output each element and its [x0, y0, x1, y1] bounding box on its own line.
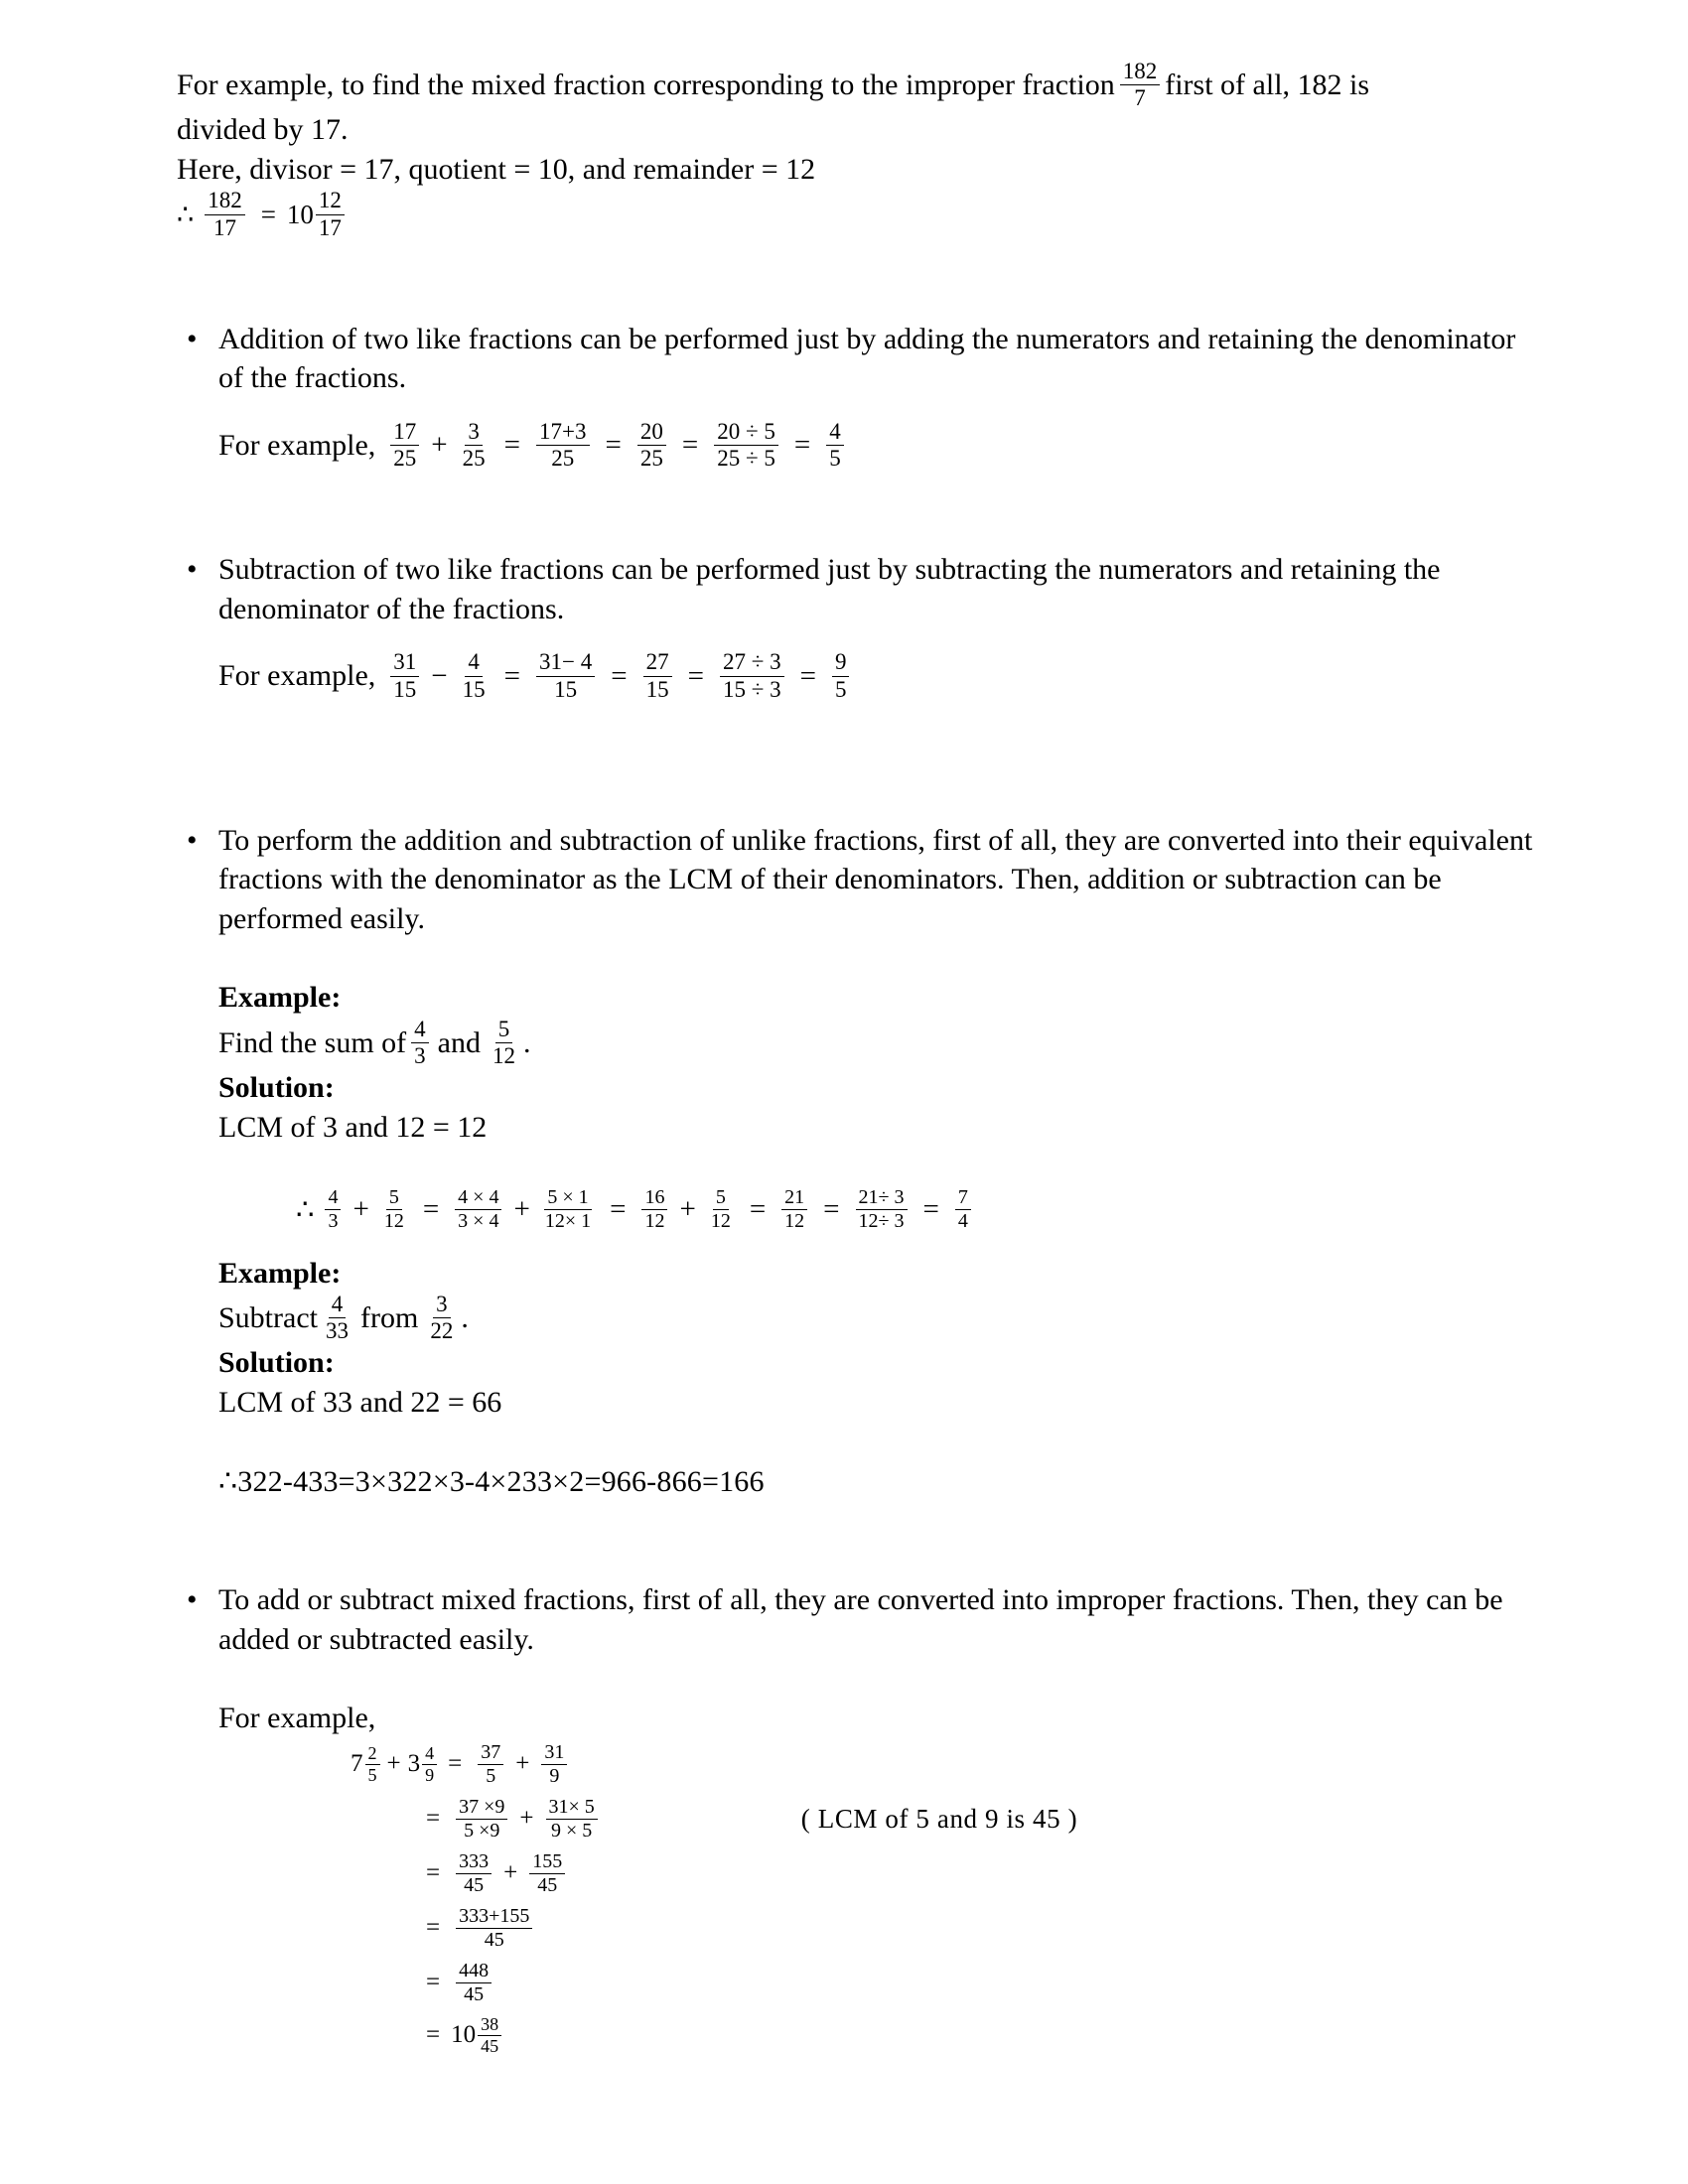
fraction-denominator: 17 — [212, 214, 236, 240]
fraction-5-over-12 — [381, 1187, 407, 1232]
fraction-denominator: 12× 1 — [544, 1209, 592, 1232]
fraction-numerator: 333 — [456, 1851, 492, 1874]
bullet-mixed-fractions — [177, 1580, 1547, 1659]
fraction-denominator: 3 — [414, 1043, 426, 1069]
fraction-numerator: 38 — [478, 2015, 501, 2036]
mixed-whole-part: 10 — [286, 199, 314, 229]
example1-lcm-line: LCM of 3 and 12 = 12 — [218, 1110, 488, 1144]
fraction-denominator: 12 — [383, 1209, 404, 1232]
fraction-7-over-4 — [955, 1187, 971, 1232]
therefore-symbol: ∴ — [177, 199, 195, 229]
subtraction-example-label: For example, — [218, 659, 376, 693]
example1-find-text: Find the sum of — [218, 1025, 407, 1059]
fraction-numerator: 4 — [826, 420, 844, 446]
fraction-denominator: 25 — [462, 446, 486, 472]
mixed-fraction-part — [316, 189, 345, 239]
equals-sign: = — [605, 429, 622, 462]
fraction-numerator: 4 — [325, 1187, 341, 1210]
subtraction-example-row — [177, 650, 1547, 701]
fraction-17+3-over-25 — [536, 420, 589, 471]
fraction-numerator: 5 — [713, 1187, 729, 1210]
fraction-31-over-15 — [390, 650, 419, 701]
mixed-whole-part: 3 — [407, 1750, 421, 1778]
bullet-mixed-fractions-text: To add or subtract mixed fractions, first of all, they are converted into improper fractions. Then, they can be added or subtracted easily. — [218, 1583, 1503, 1656]
fraction-38-over-45 — [478, 2015, 501, 2056]
fraction-2-over-5 — [365, 1744, 380, 1785]
fraction-numerator: 182 — [1120, 60, 1161, 85]
fraction-denominator: 12 — [710, 1209, 731, 1232]
bullet-marker: • — [187, 823, 198, 857]
fraction-5-over-12 — [490, 1018, 518, 1068]
equals-sign: = — [749, 1192, 767, 1225]
plus-sign: + — [386, 1750, 401, 1778]
fraction-denominator: 45 — [464, 1982, 485, 2005]
fraction-31-over-9 — [541, 1742, 567, 1787]
fraction-20-over-25 — [637, 420, 666, 471]
mixed-derivation-expression — [351, 1742, 572, 1787]
fraction-5-over-12 — [708, 1187, 734, 1232]
addition-example-row — [177, 420, 1547, 471]
fraction-182-over-17 — [205, 189, 245, 239]
equals-sign: = — [503, 659, 521, 692]
bullet-addition-text: Addition of two like fractions can be performed just by adding the numerators and retaining the denominator of the fractions. — [218, 322, 1516, 395]
equals-sign: = — [422, 1192, 440, 1225]
fraction-denominator: 9 × 5 — [551, 1819, 593, 1842]
fraction-333+155-over-45 — [456, 1906, 532, 1951]
equals-sign: = — [799, 659, 816, 692]
fraction-numerator: 20 ÷ 5 — [714, 420, 778, 446]
example2-heading: Example: — [218, 1256, 342, 1290]
fraction-denominator: 5 — [367, 1764, 377, 1785]
mixed-example-derivation — [177, 1742, 1547, 2056]
equals-sign: = — [426, 1914, 441, 1942]
fraction-numerator: 37 ×9 — [456, 1797, 507, 1820]
subtraction-equation — [385, 650, 854, 701]
fraction-denominator: 45 — [537, 1873, 558, 1896]
mixed-number-3-4-9 — [408, 1744, 438, 1785]
fraction-27-over-15 — [643, 650, 672, 701]
bullet-marker: • — [187, 1583, 198, 1617]
bullet-unlike-fractions-text: To perform the addition and subtraction of unlike fractions, first of all, they are converted into their equivalent fractions with the denominator as the LCM of their denominators. Then, addition or subtraction can be performed easily. — [218, 823, 1533, 935]
example1-heading: Example: — [218, 981, 342, 1015]
plus-sign: + — [519, 1805, 534, 1833]
fraction-numerator: 12 — [316, 189, 345, 214]
lcm-note: ( LCM of 5 and 9 is 45 ) — [800, 1803, 1078, 1834]
fraction-numerator: 7 — [955, 1187, 971, 1210]
equals-sign: = — [426, 1805, 441, 1833]
fraction-numerator: 4 — [411, 1018, 429, 1043]
fraction-numerator: 182 — [205, 189, 245, 214]
equals-sign: = — [448, 1750, 463, 1778]
intro-line3: Here, divisor = 17, quotient = 10, and remainder = 12 — [177, 152, 816, 186]
fraction-4-over-15 — [460, 650, 489, 701]
fraction-27÷3-over-15÷3 — [720, 650, 784, 701]
fraction-4-over-33 — [323, 1293, 352, 1343]
mixed-number-10-38-45 — [451, 2015, 501, 2056]
equals-sign: = — [823, 1192, 840, 1225]
bullet-marker: • — [187, 553, 198, 587]
fraction-denominator: 25 — [393, 446, 417, 472]
fraction-37×9-over-5×9 — [456, 1797, 507, 1842]
fraction-denominator: 45 — [464, 1873, 485, 1896]
fraction-numerator: 21÷ 3 — [856, 1187, 908, 1210]
example1-equation — [296, 1187, 976, 1232]
bullet-unlike-fractions — [177, 821, 1547, 939]
fraction-16-over-12 — [641, 1187, 667, 1232]
fraction-4-over-9 — [422, 1744, 437, 1785]
plus-sign: + — [503, 1859, 518, 1887]
fraction-numerator: 4 — [329, 1293, 347, 1318]
fraction-denominator: 15 — [393, 676, 417, 702]
example2-subtract-text: Subtract — [218, 1300, 318, 1334]
fraction-numerator: 17 — [390, 420, 419, 446]
example1-question — [177, 1018, 1547, 1068]
equals-sign: = — [922, 1192, 939, 1225]
plus-sign: + — [513, 1192, 530, 1225]
plus-sign: + — [431, 429, 448, 462]
fraction-denominator: 5 — [829, 446, 841, 472]
fraction-numerator: 16 — [641, 1187, 667, 1210]
mixed-derivation-line-6 — [177, 2015, 1547, 2056]
mixed-number-10-12-17 — [287, 189, 345, 239]
mixed-derivation-expression — [415, 2015, 501, 2056]
fraction-21÷3-over-12÷3 — [856, 1187, 908, 1232]
fraction-5×1-over-12×1 — [542, 1187, 594, 1232]
mixed-derivation-line-4 — [177, 1906, 1547, 1951]
example2-from-text: from — [359, 1300, 419, 1334]
fraction-numerator: 21 — [781, 1187, 807, 1210]
fraction-numerator: 4 — [465, 650, 483, 676]
fraction-denominator: 45 — [481, 2035, 499, 2056]
fraction-20÷5-over-25÷5 — [714, 420, 778, 471]
fraction-numerator: 9 — [832, 650, 850, 676]
intro-equation — [177, 189, 1547, 239]
fraction-denominator: 15 ÷ 3 — [722, 676, 781, 702]
document-content — [177, 60, 1547, 2056]
addition-example-label: For example, — [218, 428, 376, 462]
fraction-numerator: 3 — [433, 1293, 451, 1318]
fraction-denominator: 4 — [957, 1209, 968, 1232]
example2-lcm-line: LCM of 33 and 22 = 66 — [218, 1386, 502, 1419]
fraction-denominator: 25 ÷ 5 — [717, 446, 775, 472]
fraction-9-over-5 — [832, 650, 850, 701]
fraction-31−4-over-15 — [536, 650, 595, 701]
improper-fraction-182-7 — [1120, 60, 1161, 110]
intro-line2: divided by 17. — [177, 113, 349, 147]
fraction-4×4-over-3×4 — [455, 1187, 501, 1232]
mixed-derivation-line-5 — [177, 1961, 1547, 2005]
fraction-numerator: 31− 4 — [536, 650, 595, 676]
fraction-denominator: 12 — [784, 1209, 805, 1232]
fraction-numerator: 4 — [422, 1744, 437, 1765]
example1-period: . — [523, 1025, 531, 1059]
example2-garbled-equation: ∴322-433=3×322×3-4×233×2=966-866=166 — [218, 1464, 765, 1498]
intro-paragraph — [177, 60, 1547, 110]
mixed-derivation-expression — [415, 1961, 496, 2005]
fraction-denominator: 12 — [644, 1209, 665, 1232]
mixed-whole-part: 7 — [351, 1750, 363, 1778]
equals-sign: = — [260, 199, 276, 229]
example1-equation-row — [177, 1187, 1547, 1232]
plus-sign: + — [352, 1192, 369, 1225]
example2-period: . — [461, 1300, 469, 1334]
mixed-derivation-line-1 — [177, 1742, 1547, 1787]
equals-sign: = — [611, 659, 628, 692]
fraction-3-over-25 — [460, 420, 489, 471]
fraction-numerator: 448 — [456, 1961, 492, 1983]
plus-sign: + — [679, 1192, 696, 1225]
fraction-denominator: 5 — [486, 1764, 496, 1787]
fraction-numerator: 333+155 — [456, 1906, 532, 1929]
fraction-numerator: 4 × 4 — [455, 1187, 501, 1210]
fraction-numerator: 27 — [643, 650, 672, 676]
fraction-17-over-25 — [390, 420, 419, 471]
fraction-denominator: 33 — [325, 1318, 349, 1344]
equals-sign: = — [793, 429, 811, 462]
intro-line1-pre: For example, to find the mixed fraction corresponding to the improper fraction — [177, 68, 1115, 101]
fraction-21-over-12 — [781, 1187, 807, 1232]
bullet-marker: • — [187, 322, 198, 355]
fraction-denominator: 9 — [549, 1764, 560, 1787]
fraction-numerator: 5 — [386, 1187, 402, 1210]
equals-sign: = — [426, 1969, 441, 1996]
fraction-448-over-45 — [456, 1961, 492, 2005]
fraction-numerator: 37 — [478, 1742, 503, 1765]
fraction-denominator: 15 — [554, 676, 578, 702]
mixed-example-label: For example, — [218, 1702, 376, 1735]
fraction-numerator: 3 — [465, 420, 483, 446]
fraction-denominator: 7 — [1134, 85, 1146, 111]
fraction-4-over-3 — [411, 1018, 429, 1068]
fraction-denominator: 12÷ 3 — [858, 1209, 905, 1232]
mixed-number-7-2-5 — [351, 1744, 380, 1785]
equals-sign: = — [503, 429, 521, 462]
fraction-denominator: 9 — [425, 1764, 435, 1785]
fraction-numerator: 155 — [529, 1851, 565, 1874]
fraction-3-over-22 — [427, 1293, 456, 1343]
fraction-denominator: 5 ×9 — [464, 1819, 500, 1842]
fraction-denominator: 12 — [492, 1043, 515, 1069]
fraction-numerator: 31 — [541, 1742, 567, 1765]
fraction-numerator: 31 — [390, 650, 419, 676]
fraction-denominator: 45 — [484, 1928, 504, 1951]
bullet-addition — [177, 320, 1547, 398]
equals-sign: = — [426, 2021, 441, 2049]
fraction-numerator: 17+3 — [536, 420, 589, 446]
example1-solution-heading: Solution: — [218, 1071, 335, 1105]
mixed-derivation-expression — [415, 1851, 570, 1896]
plus-sign: + — [515, 1750, 530, 1778]
fraction-37-over-5 — [478, 1742, 503, 1787]
fraction-31×5-over-9×5 — [546, 1797, 598, 1842]
therefore-symbol: ∴ — [296, 1193, 315, 1226]
fraction-333-over-45 — [456, 1851, 492, 1896]
fraction-4-over-5 — [826, 420, 844, 471]
example1-and-text: and — [437, 1025, 481, 1059]
fraction-denominator: 17 — [318, 214, 342, 240]
fraction-numerator: 27 ÷ 3 — [720, 650, 784, 676]
fraction-numerator: 5 — [495, 1018, 513, 1043]
mixed-whole-part: 10 — [451, 2021, 477, 2049]
fraction-denominator: 15 — [645, 676, 669, 702]
mixed-derivation-line-3 — [177, 1851, 1547, 1896]
fraction-denominator: 22 — [430, 1318, 454, 1344]
fraction-numerator: 20 — [637, 420, 666, 446]
fraction-numerator: 2 — [365, 1744, 380, 1765]
bullet-subtraction — [177, 550, 1547, 628]
equals-sign: = — [426, 1859, 441, 1887]
mixed-derivation-expression — [415, 1906, 537, 1951]
fraction-denominator: 15 — [462, 676, 486, 702]
fraction-denominator: 5 — [834, 676, 847, 702]
equals-sign: = — [687, 659, 704, 692]
addition-equation — [385, 420, 848, 471]
example2-solution-heading: Solution: — [218, 1346, 335, 1380]
bullet-subtraction-text: Subtraction of two like fractions can be performed just by subtracting the numerators and retaining the denominator of the fractions. — [218, 553, 1441, 625]
minus-sign: − — [431, 659, 448, 692]
fraction-denominator: 3 × 4 — [458, 1209, 499, 1232]
intro-line1-post: first of all, 182 is — [1165, 68, 1370, 101]
fraction-denominator: 25 — [551, 446, 575, 472]
equals-sign: = — [681, 429, 699, 462]
fraction-numerator: 31× 5 — [546, 1797, 598, 1820]
fraction-denominator: 25 — [639, 446, 663, 472]
mixed-derivation-line-2 — [177, 1797, 1547, 1842]
equals-sign: = — [610, 1192, 627, 1225]
fraction-155-over-45 — [529, 1851, 565, 1896]
mixed-derivation-expression — [415, 1797, 603, 1842]
fraction-denominator: 3 — [328, 1209, 339, 1232]
fraction-numerator: 5 × 1 — [544, 1187, 591, 1210]
example2-question — [177, 1293, 1547, 1343]
fraction-4-over-3 — [325, 1187, 341, 1232]
